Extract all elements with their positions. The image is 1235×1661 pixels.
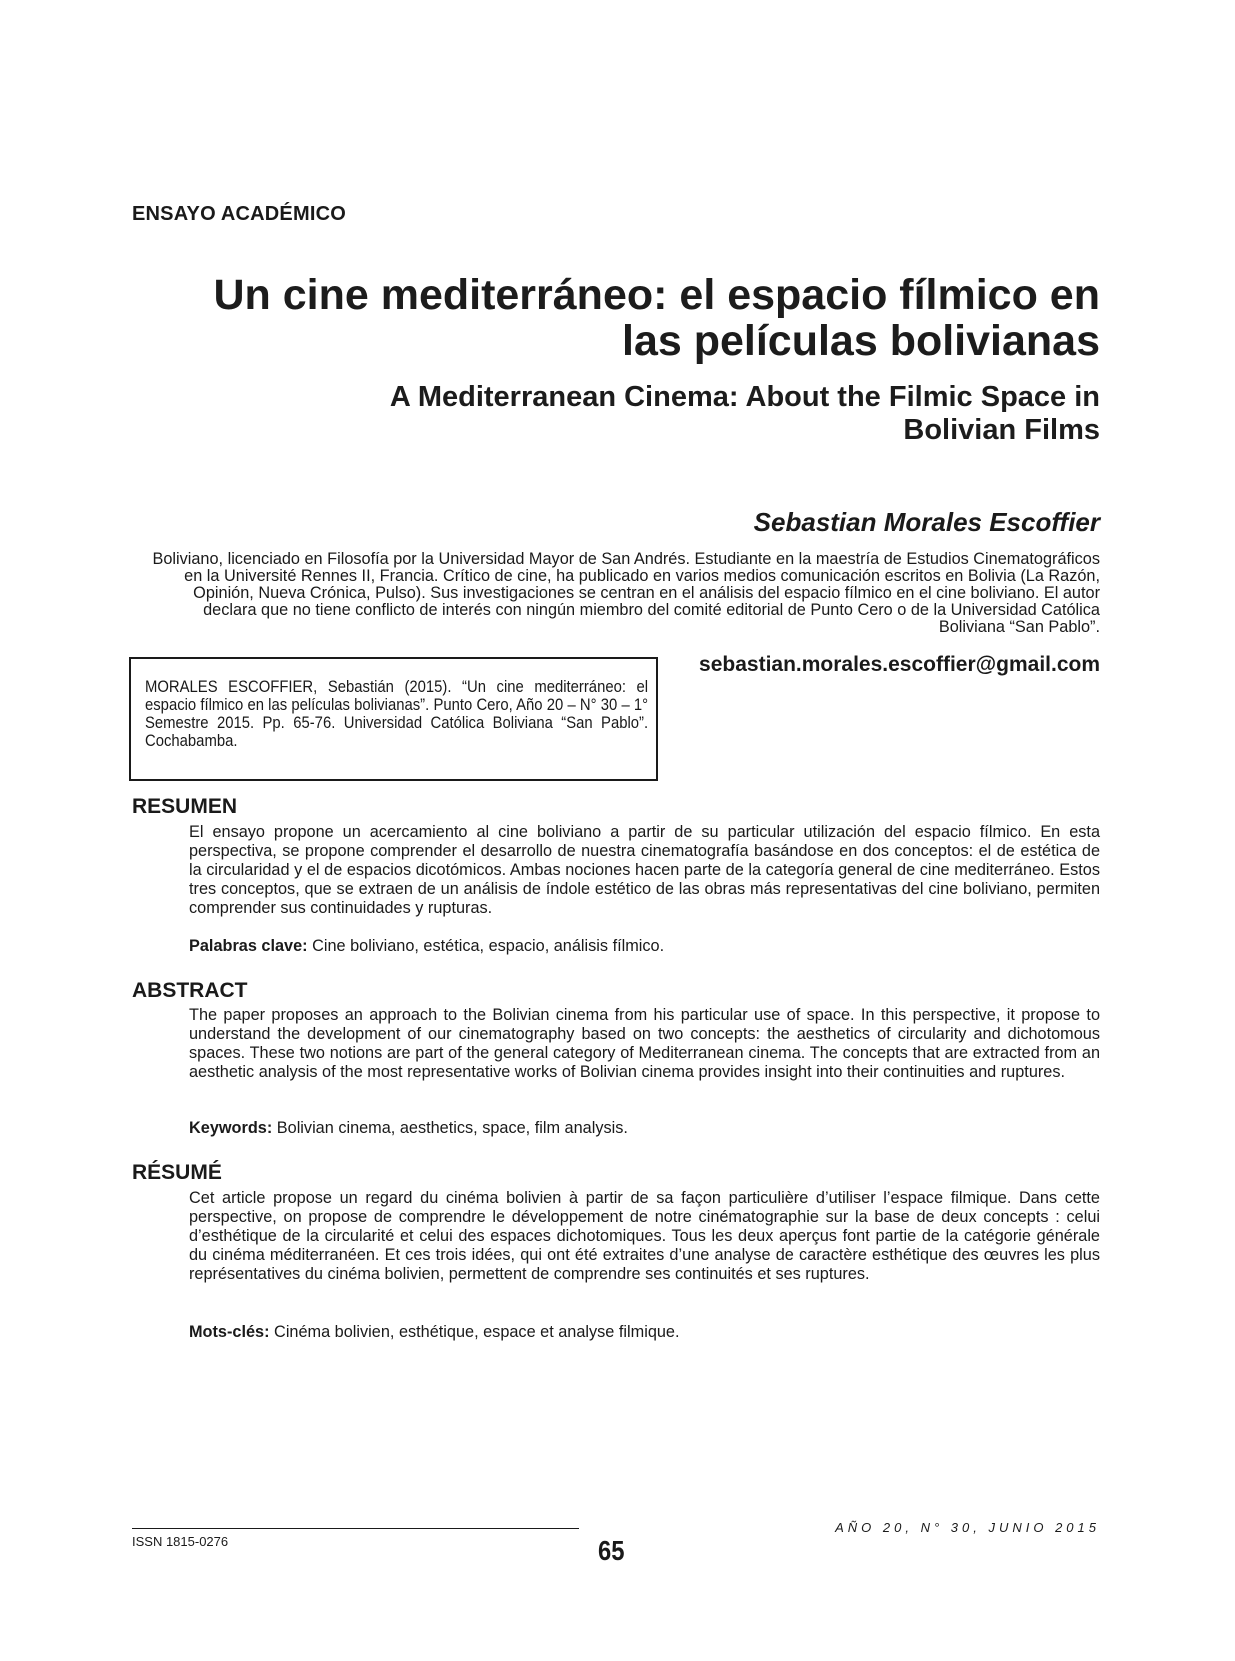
resumen-keywords-label: Palabras clave: — [189, 937, 308, 955]
title-spanish-line-1: Un cine mediterráneo: el espacio fílmico en — [213, 271, 1100, 319]
resumen-heading: RESUMEN — [132, 795, 238, 818]
title-spanish-line-2: las películas bolivianas — [622, 317, 1100, 365]
resumen-keywords — [189, 937, 1100, 956]
abstract-keywords-label: Keywords: — [189, 1119, 273, 1137]
section-label: ENSAYO ACADÉMICO — [132, 203, 346, 225]
author-name: Sebastian Morales Escoffier — [753, 507, 1100, 537]
title-english-line-1: A Mediterranean Cinema: About the Filmic Space in — [389, 381, 1100, 413]
footer-rule — [132, 1528, 579, 1529]
resume-keywords — [189, 1323, 1100, 1342]
resumen-keywords-text: Cine boliviano, estética, espacio, análisis fílmico. — [307, 937, 665, 955]
issue-info: AÑO 20, N° 30, JUNIO 2015 — [835, 1520, 1100, 1535]
resume-keywords-label: Mots-clés: — [189, 1323, 270, 1341]
resume-heading: RÉSUMÉ — [132, 1161, 222, 1184]
author-bio: Boliviano, licenciado en Filosofía por la Universidad Mayor de San Andrés. Estudiante en la maestría de Estudios Cinematográficos en la Université Rennes II, Francia. Crítico de cine, ha publicado en varios medios comunicación escritos en Bolivia (La Razón, Opinión, Nueva Crónica, Pulso). Sus investigaciones se centran en el análisis del espacio fílmico en el cine boliviano. El autor declara que no tiene conflicto de interés con ningún miembro del comité editorial de Punto Cero o de la Universidad Católica Boliviana “San Pablo”. — [152, 550, 1100, 636]
resume-keywords-text: Cinéma bolivien, esthétique, espace et analyse filmique. — [269, 1323, 680, 1341]
abstract-heading: ABSTRACT — [132, 979, 248, 1002]
resumen-body: El ensayo propone un acercamiento al cine boliviano a partir de su particular utilización del espacio fílmico. En esta perspectiva, se propone comprender el desarrollo de nuestra cinematografía basándose en dos conceptos: el de estética de la circularidad y el de espacios dicotómicos. Ambas nociones hacen parte de la categoría general de cine mediterráneo. Estos tres conceptos, que se extraen de un análisis de índole estético de las obras más representativas del cine boliviano, permiten comprender sus continuidades y rupturas. — [189, 823, 1100, 917]
title-spanish — [160, 272, 1100, 364]
citation-text: MORALES ESCOFFIER, Sebastián (2015). “Un cine mediterráneo: el espacio fílmico en las películas bolivianas”. Punto Cero, Año 20 – N° 30 – 1° Semestre 2015. Pp. 65-76. Universidad Católica Boliviana “San Pablo”. Cochabamba. — [145, 678, 649, 750]
title-english-line-2: Bolivian Films — [903, 414, 1100, 446]
issn: ISSN 1815-0276 — [132, 1534, 229, 1549]
page-number: 65 — [598, 1535, 625, 1566]
title-english — [240, 381, 1100, 447]
resume-body: Cet article propose un regard du cinéma bolivien à partir de sa façon particulière d’utiliser l’espace filmique. Dans cette perspective, on propose de comprendre le développement de notre cinématographie sur la base de deux concepts : celui d’esthétique de la circularité et celui des espaces dichotomiques. Tous les deux aperçus font partie de la catégorie générale du cinéma méditerranéen. Et ces trois idées, qui ont été extraites d’une analyse de caractère esthétique des œuvres les plus représentatives du cinéma bolivien, permettent de comprendre ses continuités et ses ruptures. — [189, 1189, 1100, 1283]
abstract-keywords — [189, 1119, 1100, 1138]
citation-box — [129, 657, 658, 781]
abstract-body: The paper proposes an approach to the Bolivian cinema from his particular use of space. In this perspective, it propose to understand the development of our cinematography based on two concepts: the aesthetics of circularity and dichotomous spaces. These two notions are part of the general category of Mediterranean cinema. The concepts that are extracted from an aesthetic analysis of the most representative works of Bolivian cinema provides insight into their continuities and ruptures. — [189, 1006, 1100, 1081]
author-email[interactable]: sebastian.morales.escoffier@gmail.com — [699, 653, 1100, 676]
abstract-keywords-text: Bolivian cinema, aesthetics, space, film analysis. — [272, 1119, 628, 1137]
